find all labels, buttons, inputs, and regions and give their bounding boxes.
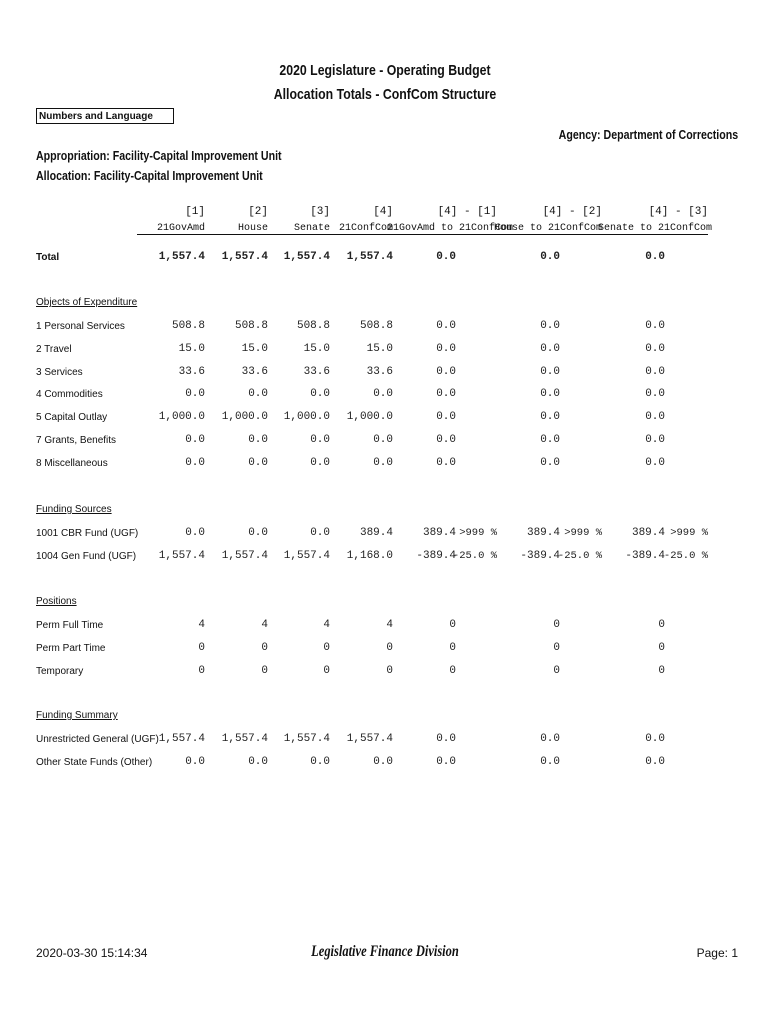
row-value: 0.0 [373, 388, 393, 401]
column-name-2: Senate [262, 223, 330, 235]
report-title: 2020 Legislature - Operating Budget [279, 62, 491, 79]
column-index-6: [4] - [3] [648, 206, 708, 218]
row-value: 0.0 [540, 456, 560, 469]
row-value: 0.0 [645, 320, 665, 332]
row-label: Perm Part Time [36, 642, 106, 654]
row-value: 4 [323, 619, 330, 631]
row-value: 0 [449, 619, 456, 631]
row-percent: >999 % [564, 527, 602, 539]
section-title: Funding Summary [36, 710, 118, 721]
row-value: 15.0 [178, 342, 205, 355]
total-value-4: 0.0 [436, 251, 456, 263]
row-value: 0.0 [185, 456, 205, 469]
column-name-4: 21GovAmd to 21ConfCom [387, 223, 514, 234]
column-index-5: [4] - [2] [542, 206, 602, 218]
section-title: Funding Sources [36, 504, 112, 515]
row-value: 1,000.0 [221, 411, 268, 424]
row-value: 0.0 [185, 388, 205, 401]
row-label: 8 Miscellaneous [36, 457, 108, 469]
row-value: -389.4 [416, 549, 456, 562]
row-value: 0.0 [310, 456, 330, 469]
row-percent: -25.0 % [663, 549, 708, 562]
row-value: 0.0 [436, 733, 456, 745]
row-value: 0 [198, 664, 205, 677]
row-value: 0 [658, 641, 665, 654]
row-value: 0 [261, 641, 268, 654]
row-value: 0 [323, 664, 330, 677]
row-value: 0.0 [436, 434, 456, 446]
column-index-0: [1] [185, 206, 205, 218]
total-value-2: 1,557.4 [283, 251, 330, 263]
row-value: 1,000.0 [346, 411, 393, 424]
row-value: 0 [386, 641, 393, 654]
row-label: 3 Services [36, 366, 83, 378]
column-index-3: [4] [373, 206, 393, 218]
row-value: 0 [323, 641, 330, 654]
allocation-label: Allocation: Facility-Capital Improvement Unit [36, 169, 263, 183]
row-value: 0 [553, 664, 560, 677]
row-value: 0.0 [310, 388, 330, 401]
numbers-language-box: Numbers and Language [36, 108, 174, 124]
row-label: Other State Funds (Other) [36, 756, 153, 768]
column-name-1: House [200, 223, 268, 235]
row-value: 33.6 [178, 365, 205, 378]
row-value: 0.0 [436, 411, 456, 424]
row-value: 0.0 [436, 388, 456, 401]
row-value: 389.4 [422, 527, 456, 539]
row-value: 0.0 [540, 365, 560, 378]
row-value: 0 [449, 641, 456, 654]
row-percent: -25.0 % [452, 549, 497, 562]
row-value: 0.0 [645, 733, 665, 745]
total-label: Total [36, 252, 60, 263]
division-signature: Legislative Finance Division [311, 943, 459, 960]
row-value: 1,557.4 [221, 549, 268, 562]
row-value: 0.0 [436, 342, 456, 355]
section-title: Objects of Expenditure [36, 297, 138, 308]
row-value: 1,000.0 [158, 411, 205, 424]
row-value: 1,557.4 [221, 733, 268, 745]
row-value: -389.4 [520, 549, 560, 562]
row-value: 0 [449, 664, 456, 677]
column-name-6: Senate to 21ConfCom [598, 223, 713, 234]
row-value: 0.0 [540, 733, 560, 745]
row-value: 0 [658, 619, 665, 631]
row-value: 4 [386, 619, 393, 631]
row-value: 0.0 [540, 388, 560, 401]
row-value: 0.0 [248, 388, 268, 401]
row-label: Unrestricted General (UGF) [36, 734, 159, 745]
total-value-3: 1,557.4 [346, 251, 393, 263]
row-value: 0.0 [436, 365, 456, 378]
row-label: 4 Commodities [36, 389, 103, 401]
total-value-0: 1,557.4 [158, 251, 205, 263]
row-value: 0 [553, 641, 560, 654]
row-value: 0.0 [310, 527, 330, 539]
row-value: 0 [386, 664, 393, 677]
row-value: 0 [261, 664, 268, 677]
row-value: -389.4 [625, 549, 665, 562]
section-title: Positions [36, 596, 77, 607]
column-index-4: [4] - [1] [437, 206, 497, 218]
row-value: 0.0 [540, 434, 560, 446]
row-value: 1,557.4 [283, 733, 330, 745]
footer-page-number: Page: 1 [696, 946, 738, 960]
row-value: 508.8 [171, 320, 205, 332]
total-value-1: 1,557.4 [221, 251, 268, 263]
row-value: 389.4 [359, 527, 393, 539]
row-value: 15.0 [241, 342, 268, 355]
row-label: 2 Travel [36, 343, 72, 355]
row-value: 33.6 [241, 365, 268, 378]
row-value: 389.4 [526, 527, 560, 539]
row-value: 0.0 [436, 320, 456, 332]
row-value: 33.6 [303, 365, 330, 378]
row-percent: -25.0 % [557, 549, 602, 562]
row-value: 0 [658, 664, 665, 677]
total-value-5: 0.0 [540, 251, 560, 263]
row-label: 1 Personal Services [36, 321, 125, 332]
row-value: 0.0 [310, 434, 330, 446]
appropriation-label: Appropriation: Facility-Capital Improvement Unit [36, 149, 282, 163]
row-value: 33.6 [366, 365, 393, 378]
row-value: 0.0 [540, 755, 560, 768]
row-label: 7 Grants, Benefits [36, 435, 117, 446]
row-value: 0.0 [248, 755, 268, 768]
row-value: 0.0 [645, 365, 665, 378]
row-value: 1,168.0 [346, 549, 393, 562]
row-value: 4 [198, 619, 205, 631]
row-value: 1,557.4 [346, 733, 393, 745]
row-label: 5 Capital Outlay [36, 412, 108, 424]
column-name-3: 21ConfCom [325, 223, 393, 235]
row-value: 15.0 [303, 342, 330, 355]
row-label: 1001 CBR Fund (UGF) [36, 528, 139, 539]
row-value: 508.8 [359, 320, 393, 332]
row-value: 0.0 [185, 755, 205, 768]
row-value: 0 [553, 619, 560, 631]
row-value: 0.0 [540, 320, 560, 332]
row-value: 1,000.0 [283, 411, 330, 424]
row-value: 0.0 [248, 456, 268, 469]
row-label: 1004 Gen Fund (UGF) [36, 550, 137, 562]
row-value: 0.0 [185, 434, 205, 446]
row-value: 1,557.4 [158, 733, 205, 745]
row-value: 0.0 [248, 527, 268, 539]
row-value: 0.0 [645, 388, 665, 401]
column-name-5: House to 21ConfCom [493, 223, 602, 234]
row-value: 0.0 [373, 456, 393, 469]
row-value: 0.0 [540, 342, 560, 355]
row-value: 1,557.4 [283, 549, 330, 562]
row-value: 0.0 [645, 342, 665, 355]
row-value: 0.0 [310, 755, 330, 768]
row-percent: >999 % [670, 527, 708, 539]
row-value: 1,557.4 [158, 549, 205, 562]
row-value: 15.0 [366, 342, 393, 355]
row-value: 0 [198, 641, 205, 654]
column-name-0: 21GovAmd [137, 223, 205, 235]
row-value: 508.8 [234, 320, 268, 332]
row-value: 0.0 [248, 434, 268, 446]
row-label: Temporary [36, 665, 84, 677]
row-value: 0.0 [645, 456, 665, 469]
row-value: 0.0 [645, 755, 665, 768]
row-value: 0.0 [540, 411, 560, 424]
row-value: 0.0 [373, 434, 393, 446]
row-value: 0.0 [436, 456, 456, 469]
row-percent: >999 % [459, 527, 497, 539]
row-value: 0.0 [373, 755, 393, 768]
row-value: 0.0 [436, 755, 456, 768]
agency-label: Agency: Department of Corrections [558, 128, 738, 142]
row-label: Perm Full Time [36, 620, 104, 631]
column-index-1: [2] [248, 206, 268, 218]
row-value: 4 [261, 619, 268, 631]
footer-timestamp: 2020-03-30 15:14:34 [36, 946, 148, 960]
column-index-2: [3] [310, 206, 330, 218]
row-value: 0.0 [645, 434, 665, 446]
total-value-6: 0.0 [645, 251, 665, 263]
report-subtitle: Allocation Totals - ConfCom Structure [273, 86, 497, 103]
row-value: 0.0 [185, 527, 205, 539]
row-value: 0.0 [645, 411, 665, 424]
row-value: 389.4 [631, 527, 665, 539]
row-value: 508.8 [296, 320, 330, 332]
